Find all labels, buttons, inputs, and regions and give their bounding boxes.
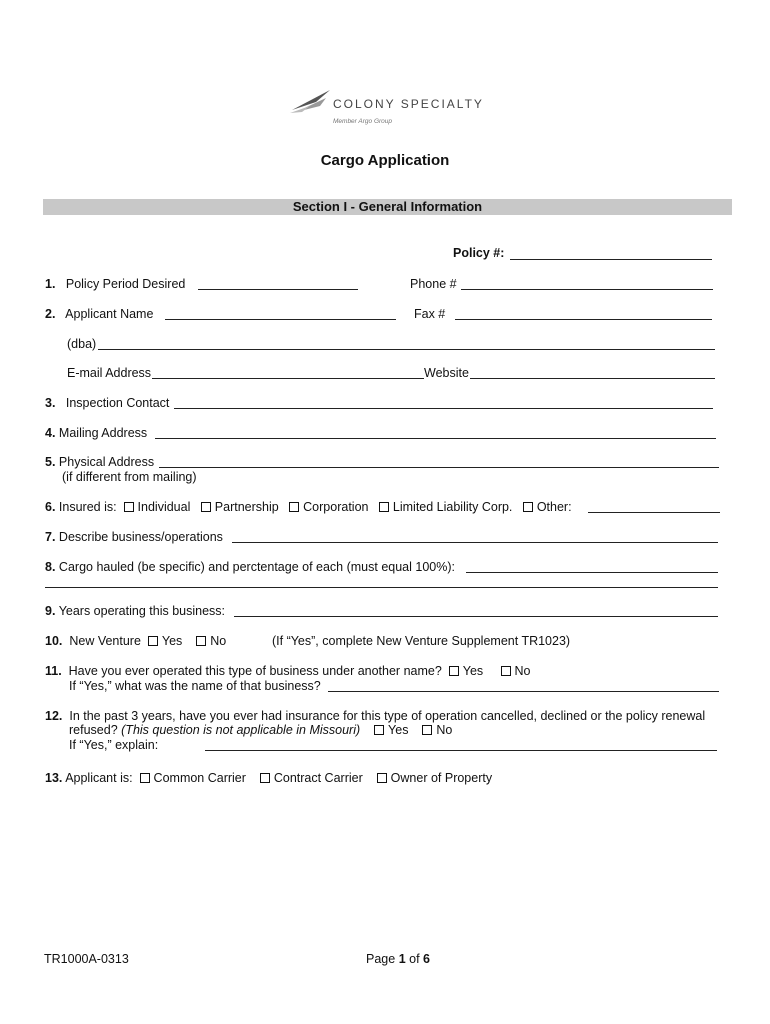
q9-row — [45, 604, 225, 618]
page-indicator — [366, 952, 430, 966]
q5-label: Physical Address — [58, 455, 155, 469]
page-current: 1 — [398, 952, 406, 966]
checkbox-owner-of-property[interactable] — [377, 773, 387, 783]
cargo-field-line1[interactable] — [466, 572, 718, 573]
business-description-field[interactable] — [232, 542, 718, 543]
physical-address-field[interactable] — [159, 467, 719, 468]
q6-row — [45, 500, 572, 514]
q1-number: 1. — [45, 277, 56, 291]
q4-number: 4. — [45, 426, 56, 440]
q10-no-label: No — [210, 634, 227, 648]
page-label: Page — [366, 952, 396, 966]
q12-missouri-note: (This question is not applicable in Missouri) — [121, 723, 361, 737]
q13-row — [45, 771, 492, 785]
q12-row — [45, 709, 705, 723]
dba-label: (dba) — [67, 337, 97, 351]
q6-label: Insured is: — [58, 500, 117, 514]
option-common-carrier: Common Carrier — [153, 771, 246, 785]
q8-row — [45, 560, 455, 574]
q11-yes-label: Yes — [462, 664, 484, 678]
q11-label: Have you ever operated this type of business under another name? — [68, 664, 442, 678]
cargo-field-line2[interactable] — [45, 587, 718, 588]
q11-number: 11. — [45, 664, 62, 678]
q1-label: Policy Period Desired — [65, 277, 186, 291]
q8-number: 8. — [45, 560, 56, 574]
q3-label: Inspection Contact — [65, 396, 170, 410]
q7-label: Describe business/operations — [58, 530, 223, 544]
checkbox-contract-carrier[interactable] — [260, 773, 270, 783]
option-individual: Individual — [137, 500, 191, 514]
q5-row — [45, 455, 154, 469]
checkbox-corporation[interactable] — [289, 502, 299, 512]
explain-field[interactable] — [205, 750, 717, 751]
page-total: 6 — [423, 952, 430, 966]
q11-no-label: No — [514, 664, 531, 678]
q12-line1: In the past 3 years, have you ever had insurance for this type of operation cancelled, declined or the policy renewal — [69, 709, 706, 723]
logo-mark-icon — [290, 88, 332, 114]
dba-field[interactable] — [98, 349, 715, 350]
email-label: E-mail Address — [67, 366, 152, 380]
logo-name: COLONY SPECIALTY — [333, 97, 484, 111]
checkbox-llc[interactable] — [379, 502, 389, 512]
option-partnership: Partnership — [214, 500, 279, 514]
option-corporation: Corporation — [303, 500, 369, 514]
q10-number: 10. — [45, 634, 63, 648]
option-llc: Limited Liability Corp. — [392, 500, 513, 514]
q4-label: Mailing Address — [58, 426, 148, 440]
checkbox-common-carrier[interactable] — [140, 773, 150, 783]
section-header: Section I - General Information — [43, 199, 732, 215]
q7-number: 7. — [45, 530, 56, 544]
other-field[interactable] — [588, 512, 720, 513]
phone-field[interactable] — [461, 289, 713, 290]
q12-number: 12. — [45, 709, 63, 723]
email-field[interactable] — [152, 378, 424, 379]
form-id: TR1000A-0313 — [44, 952, 129, 966]
option-contract-carrier: Contract Carrier — [273, 771, 363, 785]
q5-number: 5. — [45, 455, 56, 469]
checkbox-other[interactable] — [523, 502, 533, 512]
applicant-name-field[interactable] — [165, 319, 396, 320]
checkbox-other-name-yes[interactable] — [449, 666, 459, 676]
option-owner-of-property: Owner of Property — [390, 771, 493, 785]
q13-number: 13. — [45, 771, 63, 785]
website-label: Website — [424, 366, 469, 380]
page-of: of — [409, 952, 420, 966]
q9-label: Years operating this business: — [58, 604, 225, 618]
option-other: Other: — [536, 500, 572, 514]
checkbox-cancelled-yes[interactable] — [374, 725, 384, 735]
q3-row — [45, 396, 169, 410]
q6-number: 6. — [45, 500, 56, 514]
q12-line2a: refused? — [69, 723, 118, 737]
q10-label: New Venture — [69, 634, 141, 648]
years-operating-field[interactable] — [234, 616, 718, 617]
q13-label: Applicant is: — [65, 771, 133, 785]
phone-label: Phone # — [410, 277, 457, 291]
q11-row — [45, 664, 531, 678]
policy-field[interactable] — [510, 259, 712, 260]
checkbox-new-venture-yes[interactable] — [148, 636, 158, 646]
q10-note: (If “Yes”, complete New Venture Supplement TR1023) — [272, 634, 571, 648]
q9-number: 9. — [45, 604, 56, 618]
inspection-contact-field[interactable] — [174, 408, 713, 409]
checkbox-new-venture-no[interactable] — [196, 636, 206, 646]
q11-followup: If “Yes,” what was the name of that business? — [69, 679, 321, 693]
q10-yes-label: Yes — [161, 634, 183, 648]
checkbox-other-name-no[interactable] — [501, 666, 511, 676]
q4-row — [45, 426, 147, 440]
checkbox-partnership[interactable] — [201, 502, 211, 512]
q12-line2 — [69, 723, 452, 737]
logo-tagline: Member Argo Group — [333, 118, 393, 125]
q10-row — [45, 634, 226, 648]
q12-no-label: No — [436, 723, 453, 737]
previous-name-field[interactable] — [328, 691, 719, 692]
q2-row — [45, 307, 153, 321]
q12-explain-label: If “Yes,” explain: — [69, 738, 159, 752]
q12-yes-label: Yes — [388, 723, 409, 737]
policy-label: Policy #: — [453, 246, 505, 260]
fax-label: Fax # — [414, 307, 446, 321]
page-title: Cargo Application — [320, 152, 450, 169]
q2-number: 2. — [45, 307, 56, 321]
q8-label: Cargo hauled (be specific) and perctentage of each (must equal 100%): — [58, 560, 455, 574]
checkbox-individual[interactable] — [124, 502, 134, 512]
q7-row — [45, 530, 223, 544]
q5-sub-label: (if different from mailing) — [62, 470, 197, 484]
q2-label: Applicant Name — [65, 307, 154, 321]
q3-number: 3. — [45, 396, 56, 410]
website-field[interactable] — [470, 378, 715, 379]
mailing-address-field[interactable] — [155, 438, 716, 439]
policy-period-field[interactable] — [198, 289, 358, 290]
checkbox-cancelled-no[interactable] — [422, 725, 432, 735]
q1-row — [45, 277, 185, 291]
fax-field[interactable] — [455, 319, 712, 320]
